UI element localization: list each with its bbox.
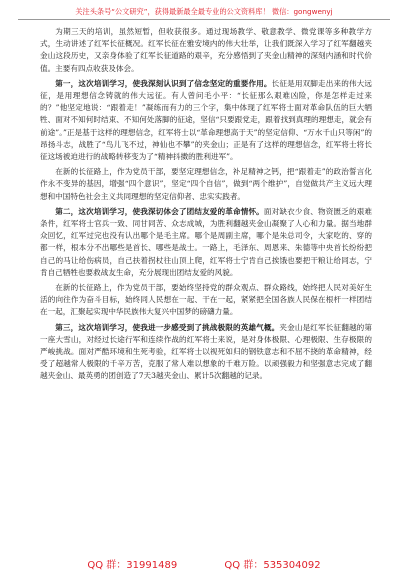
footer-contact bbox=[0, 556, 408, 571]
paragraph-intro: 为期三天的培训，虽然短暂，但收获很多。通过现场教学、敬意教学、微党课等多种教学方式，生动讲述了红军长征概况。红军长征在雅安境内的伟大壮举，让我们既深入学习了红军翻越夹金山这段历史，又亲身体验了红军长征道路的艰辛，充分感悟到了夹金山精神的深刻内涵和时代价值。主要有四点收获及体会。 bbox=[40, 27, 372, 73]
header-banner: 关注头条号“公文研究”，获得最新最全最专业的公文资料库！ 微信：gongwenyj bbox=[75, 7, 333, 16]
text-point-two: 面对缺衣少食、物资匮乏的艰难条件，红军将士官兵一致、同甘同苦、众志成城，为胜利翻越夹金山凝聚了人心和力量。据当地群众回忆，红军过完也没有认出哪个是毛主席。哪个是周副主席，哪个是朱总司令，大家吃的、穿的都一样，根本分不出哪些是首长、哪些是战士。一路上，毛泽东、周恩来、朱德等中央首长纷纷把自己的马让给伤病员，自己扶着拐杖往山顶上爬，红军将士宁肯自己挨饿也要把干粮让给同志，宁肯自己牺牲也要救战友生命，充分展现出团结友爱的风貌。 bbox=[40, 206, 373, 277]
header-divider bbox=[18, 19, 390, 20]
qq-group-1: QQ 群：31991489 bbox=[87, 560, 178, 571]
paragraph-point-one bbox=[40, 78, 372, 163]
qq-group-2: QQ 群：535304092 bbox=[224, 560, 321, 571]
heading-point-one: 第一，这次培训学习，使我深刻认识到了信念坚定的重要作用。 bbox=[55, 78, 272, 88]
text-point-one: 长征是用双脚走出来的伟大远征，是用理想信念铸就的伟大远征。有人曾问毛小平：“长征那么艰难凶险，你是怎样走过来的？”他坚定地说：“跟着走！”凝练而有力的三个字，集中体现了红军将士面对革命队伍的巨大牺牲、面对不知何时结束、不知何处落脚的征途，坚信“只要跟党走，跟着找到真理的理想走，就会有前途”。”正是基于这样的理想信念，红军将士以“革命理想高于天”的坚定信仰、“万水千山只等闲”的昂扬斗志，战胜了“鸟儿飞不过，神仙也不攀”的夹金山；正是有了这样的理想信念，红军将士将长征这场被迫进行的战略转移变为了“精神抖擞的胜利进军”。 bbox=[40, 78, 372, 162]
paragraph-point-two-followup: 在新的长征路上，作为党员干部，要始终坚持党的群众观点、群众路线，始终把人民对美好生活的向往作为奋斗目标，始终同人民想在一起、干在一起，紧紧把全国各族人民保在根杆一样团结在一起，汇聚起实现中华民族伟大复兴中国梦的磅礴力量。 bbox=[40, 283, 372, 317]
paragraph-point-one-followup: 在新的长征路上，作为党员干部，要坚定理想信念，补足精神之钙，把“跟着走”的政治誓言化作永不变异的基因，增强“四个意识”，坚定“四个自信”，做到“两个维护”，自觉做共产主义远大理想和中国特色社会主义共同理想的坚定信仰者、忠实实践者。 bbox=[40, 167, 372, 201]
heading-point-three: 第三，这次培训学习，使我进一步感受到了挑战极限的英雄气概。 bbox=[55, 322, 280, 332]
heading-point-two: 第二，这次培训学习，使我深切体会了团结友爱的革命情怀。 bbox=[55, 206, 264, 216]
text-point-three: 夹金山是红军长征翻越的第一座大雪山，对经过长途行军和连续作战的红军将士来说，是对身体极限、心理极限、生存极限的严峻挑战。面对严酷环境和生死考验，红军将士以视死如归的钢铁意志和不屈不挠的革命精神，经受了超越常人极限的千辛万苦，克服了常人难以想象的千难万险。以顽强毅力和坚强意志完成了翻越夹金山、最英勇的团创造了7天3越夹金山、累计5次翻越的记录。 bbox=[40, 322, 373, 381]
paragraph-point-three bbox=[40, 322, 372, 383]
document-body bbox=[40, 26, 372, 386]
paragraph-point-two bbox=[40, 206, 372, 279]
